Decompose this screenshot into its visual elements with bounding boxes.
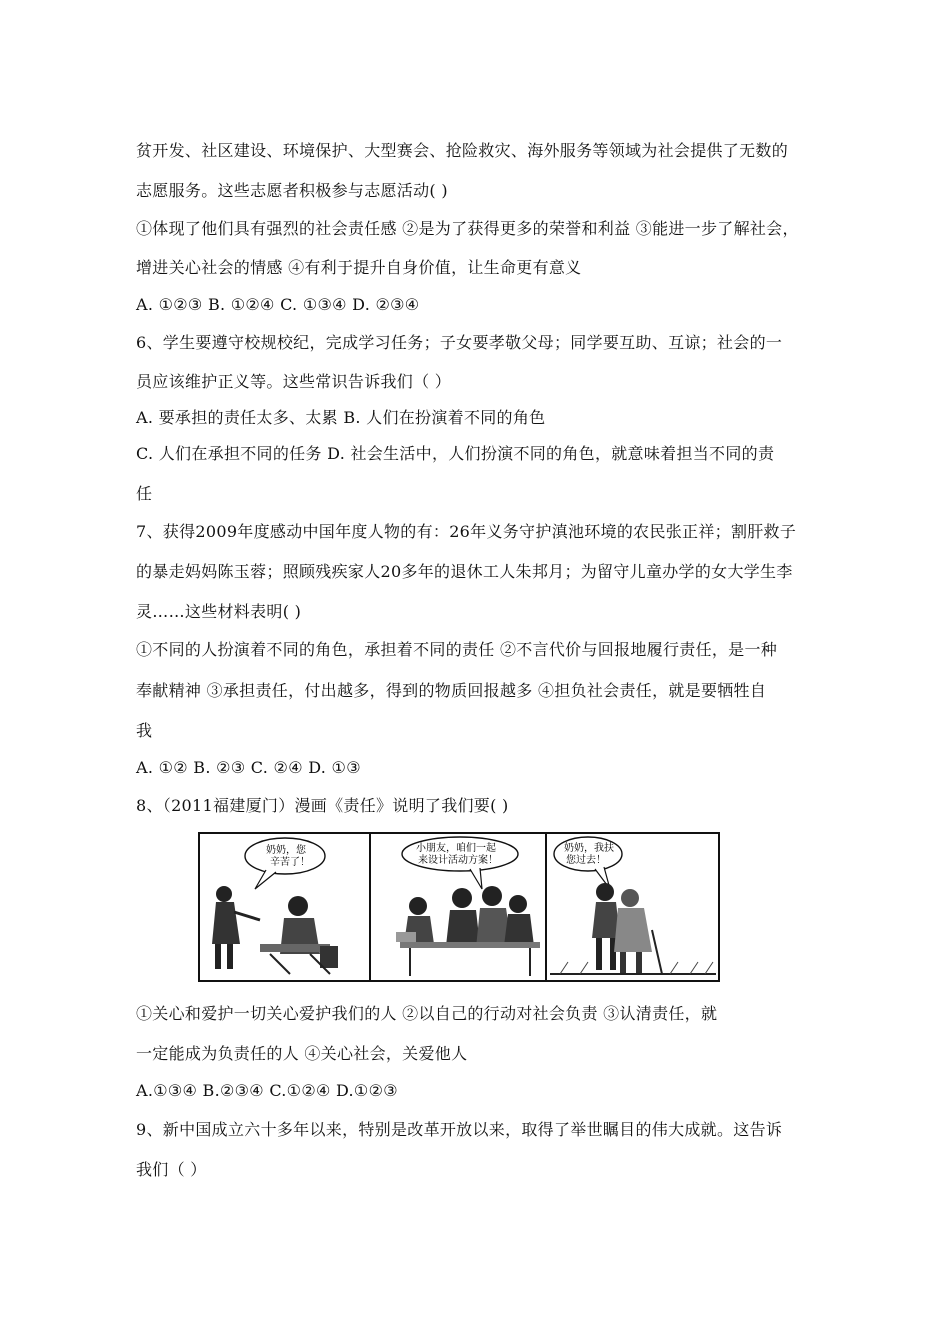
q9-line-2: 我们（ ） <box>136 1160 207 1179</box>
line-3: ①体现了他们具有强烈的社会责任感 ②是为了获得更多的荣誉和利益 ③能进一步了解社会， <box>136 219 799 238</box>
cartoon-responsibility <box>198 832 720 982</box>
line-4: 增进关心社会的情感 ④有利于提升自身价值，让生命更有意义 <box>136 258 582 277</box>
q6-line-1: 6、学生要遵守校规校纪，完成学习任务；子女要孝敬父母；同学要互助、互谅；社会的一 <box>136 333 783 352</box>
panel1-bubble-line1: 奶奶，您 <box>266 845 306 856</box>
cartoon-panel-1 <box>212 838 338 974</box>
q6-option-ab: A. 要承担的责任太多、太累 B. 人们在扮演着不同的角色 <box>136 408 546 427</box>
q7-line-3: 灵……这些材料表明( ) <box>136 602 302 621</box>
panel2-bubble-line1: 小朋友，咱们一起 <box>416 843 496 854</box>
line-2: 志愿服务。这些志愿者积极参与志愿活动( ) <box>136 181 448 200</box>
panel3-bubble-line2: 您过去！ <box>566 855 606 866</box>
q8-choice-line-2: 一定能成为负责任的人 ④关心社会，关爱他人 <box>136 1044 468 1063</box>
panel3-bubble-line1: 奶奶，我扶 <box>564 843 614 854</box>
q7-line-6: 我 <box>136 721 153 740</box>
cartoon-panel-3 <box>550 837 716 974</box>
line-1: 贫开发、社区建设、环境保护、大型赛会、抢险救灾、海外服务等领域为社会提供了无数的 <box>136 141 789 160</box>
panel1-bubble-line2: 辛苦了！ <box>270 857 310 868</box>
q8-options: A.①③④ B.②③④ C.①②④ D.①②③ <box>136 1081 398 1100</box>
q7-line-2: 的暴走妈妈陈玉蓉；照顾残疾家人20多年的退休工人朱邦月；为留守儿童办学的女大学生李 <box>136 562 793 581</box>
panel2-bubble-line2: 来设计活动方案！ <box>418 855 498 866</box>
q7-line-4: ①不同的人扮演着不同的角色，承担着不同的责任 ②不言代价与回报地履行责任，是一种 <box>136 640 778 659</box>
q7-options: A. ①② B. ②③ C. ②④ D. ①③ <box>136 758 361 777</box>
q6-line-2: 员应该维护正义等。这些常识告诉我们（ ） <box>136 372 452 391</box>
q8-choice-line-1: ①关心和爱护一切关心爱护我们的人 ②以自己的行动对社会负责 ③认清责任，就 <box>136 1004 718 1023</box>
q6-option-cd-cont: 任 <box>136 484 153 503</box>
q7-line-5: 奉献精神 ③承担责任，付出越多，得到的物质回报越多 ④担负社会责任，就是要牺牲自 <box>136 681 767 700</box>
q8-line-1: 8、（2011福建厦门）漫画《责任》说明了我们要( ) <box>136 796 509 815</box>
cartoon-panel-2 <box>396 837 540 976</box>
q9-line-1: 9、新中国成立六十多年以来，特别是改革开放以来，取得了举世瞩目的伟大成就。这告诉 <box>136 1120 783 1139</box>
q7-line-1: 7、获得2009年度感动中国年度人物的有：26年义务守护滇池环境的农民张正祥；割肝救子 <box>136 522 797 541</box>
q6-option-cd: C. 人们在承担不同的任务 D. 社会生活中，人们扮演不同的角色，就意味着担当不同的责 <box>136 444 775 463</box>
line-5-options: A. ①②③ B. ①②④ C. ①③④ D. ②③④ <box>136 295 420 314</box>
